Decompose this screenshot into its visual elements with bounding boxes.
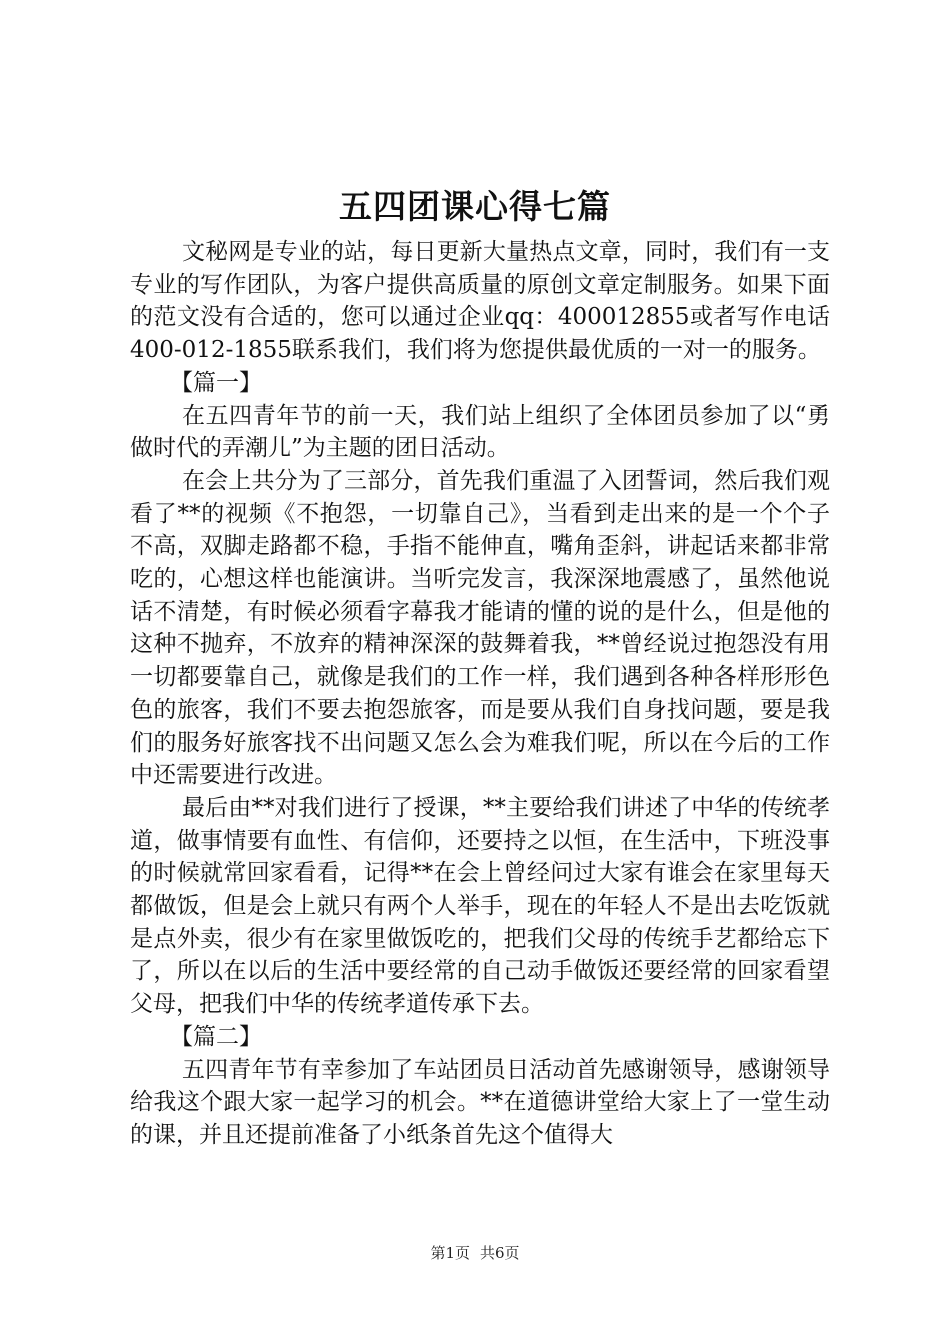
body-paragraph: 五四青年节有幸参加了车站团员日活动首先感谢领导，感谢领导给我这个跟大家一起学习的机会。**在道德讲堂给大家上了一堂生动的课，并且还提前准备了小纸条首先这个值得大 [130, 1056, 830, 1148]
body-paragraph: 在五四青年节的前一天，我们站上组织了全体团员参加了以“勇做时代的弄潮儿”为主题的团日活动。 [130, 402, 830, 462]
section-heading-2: 【篇二】 [170, 1023, 262, 1050]
body-paragraph: 最后由**对我们进行了授课，**主要给我们讲述了中华的传统孝道，做事情要有血性、有信仰，还要持之以恒，在生活中，下班没事的时候就常回家看看，记得**在会上曾经问过大家有谁会在家里每天都做饭，但是会上就只有两个人举手，现在的年轻人不是出去吃饭就是点外卖，很少有在家里做饭吃的，把我们父母的传统手艺都给忘下了，所以在以后的生活中要经常的自己动手做饭还要经常的回家看望父母，把我们中华的传统孝道传承下去。 [130, 794, 830, 1018]
page-total: 共6页 [480, 1244, 520, 1262]
intro-paragraph: 文秘网是专业的站，每日更新大量热点文章，同时，我们有一支专业的写作团队，为客户提供高质量的原创文章定制服务。如果下面的范文没有合适的，您可以通过企业qq：400012855或者写作电话400-012-1855联系我们，我们将为您提供最优质的一对一的服务。 [130, 239, 830, 364]
section-heading-1: 【篇一】 [170, 369, 262, 396]
page-number: 第1页 [430, 1244, 470, 1262]
document-title: 五四团课心得七篇 [339, 187, 611, 226]
page-footer [0, 1242, 950, 1264]
document-body [130, 236, 830, 1152]
body-paragraph: 在会上共分为了三部分，首先我们重温了入团誓词，然后我们观看了**的视频《不抱怨，一切靠自己》，当看到走出来的是一个个子不高，双脚走路都不稳，手指不能伸直，嘴角歪斜，讲起话来都非常吃的，心想这样也能演讲。当听完发言，我深深地震感了，虽然他说话不清楚，有时候必须看字幕我才能请的懂的说的是什么，但是他的这种不抛弃，不放弃的精神深深的鼓舞着我，**曾经说过抱怨没有用一切都要靠自己，就像是我们的工作一样，我们遇到各种各样形形色色的旅客，我们不要去抱怨旅客，而是要从我们自身找问题，要是我们的服务好旅客找不出问题又怎么会为难我们呢，所以在今后的工作中还需要进行改进。 [130, 467, 830, 789]
